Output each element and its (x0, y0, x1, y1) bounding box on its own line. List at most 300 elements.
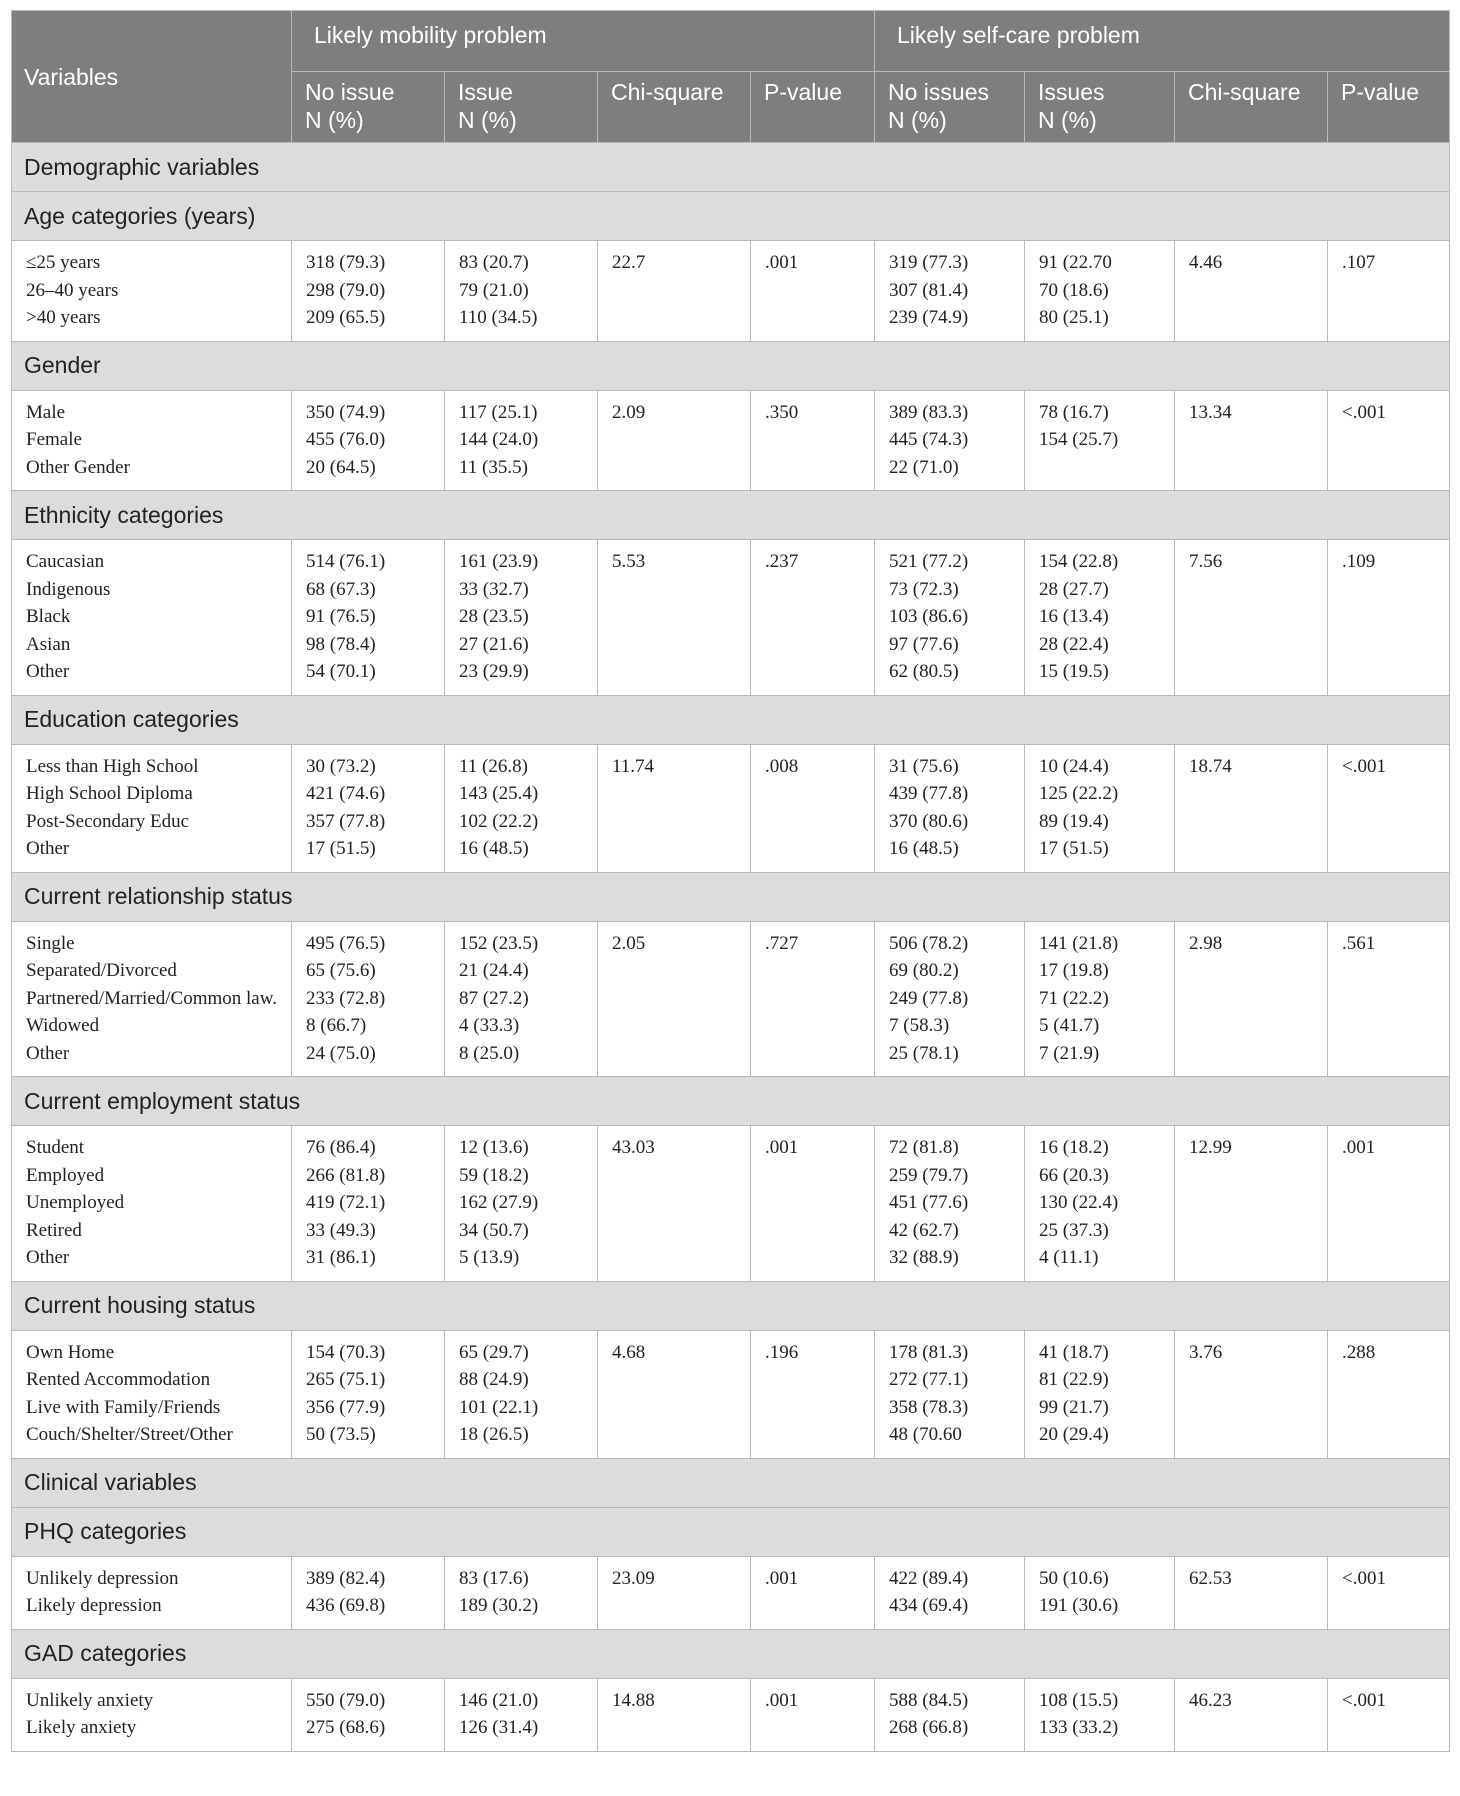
cell-line: Student (26, 1137, 85, 1158)
cell-line: 62 (80.5) (889, 661, 959, 682)
cell-line: Other (26, 838, 70, 859)
cell-line: 70 (18.6) (1039, 279, 1109, 301)
sc-no-issues-cell (875, 1678, 1025, 1751)
mob-p-value-cell: .196 (751, 1330, 875, 1458)
sc-p-value-cell: <.001 (1328, 744, 1450, 872)
cell-line: 318 (79.3) (306, 252, 386, 273)
cell-line: Single (26, 932, 75, 954)
cell-line: 91 (76.5) (306, 606, 376, 627)
cell-line: 80 (25.1) (1039, 307, 1109, 328)
sc-chi-square-cell: 18.74 (1175, 744, 1328, 872)
cell-line: Post-Secondary Educ (26, 810, 190, 832)
section-row (12, 695, 1450, 744)
sc-no-issues-header (875, 72, 1025, 143)
cell-line: ≤25 years (26, 252, 101, 273)
cell-line: 514 (76.1) (306, 551, 386, 572)
cell-line: 25 (78.1) (889, 1042, 959, 1064)
mob-p-value-header (751, 72, 875, 143)
header-line: Chi-square (1188, 79, 1301, 105)
header-line: No issues (888, 79, 989, 105)
mob-chi-square-cell: 43.03 (598, 1126, 751, 1282)
sc-p-value-cell: <.001 (1328, 1678, 1450, 1751)
section-label: Current relationship status (12, 872, 1450, 921)
cell-line: 81 (22.9) (1039, 1369, 1109, 1390)
cell-line: 83 (20.7) (459, 252, 529, 273)
sc-no-issues-cell (875, 241, 1025, 342)
mob-no-issue-cell (292, 1126, 445, 1282)
row-labels (12, 744, 292, 872)
header-line: N (%) (305, 107, 364, 133)
header-line: Issue (458, 79, 513, 105)
cell-line: 73 (72.3) (889, 578, 959, 600)
cell-line: 125 (22.2) (1039, 783, 1119, 804)
sc-issues-cell (1025, 921, 1175, 1077)
cell-line: 588 (84.5) (889, 1689, 969, 1711)
cell-line: 550 (79.0) (306, 1689, 386, 1711)
cell-line: 4 (11.1) (1039, 1247, 1099, 1268)
cell-line: High School Diploma (26, 783, 193, 804)
row-labels (12, 1556, 292, 1629)
sc-no-issues-cell (875, 744, 1025, 872)
sc-chi-square-cell: 4.46 (1175, 241, 1328, 342)
cell-line: 97 (77.6) (889, 633, 959, 655)
table-header (12, 11, 1450, 143)
section-row (12, 143, 1450, 192)
section-row (12, 1629, 1450, 1678)
cell-line: 419 (72.1) (306, 1192, 386, 1213)
sc-p-value-cell: .288 (1328, 1330, 1450, 1458)
table-row (12, 1330, 1450, 1458)
table-row (12, 241, 1450, 342)
cell-line: 26–40 years (26, 279, 119, 301)
sc-chi-square-cell: 46.23 (1175, 1678, 1328, 1751)
cell-line: Female (26, 429, 82, 450)
cell-line: Employed (26, 1164, 105, 1186)
mob-chi-square-cell: 4.68 (598, 1330, 751, 1458)
cell-line: 5 (41.7) (1039, 1015, 1100, 1036)
cell-line: 357 (77.8) (306, 810, 386, 832)
cell-line: 141 (21.8) (1039, 932, 1119, 954)
cell-line: 66 (20.3) (1039, 1164, 1109, 1186)
cell-line: 50 (10.6) (1039, 1567, 1109, 1589)
cell-line: 11 (26.8) (459, 755, 528, 777)
cell-line: Couch/Shelter/Street/Other (26, 1424, 233, 1445)
cell-line: 162 (27.9) (459, 1192, 539, 1213)
cell-line: Other (26, 1042, 70, 1064)
sc-chi-square-cell: 62.53 (1175, 1556, 1328, 1629)
cell-line: 152 (23.5) (459, 932, 539, 954)
section-label: GAD categories (12, 1629, 1450, 1678)
cell-line: 191 (30.6) (1039, 1595, 1119, 1616)
cell-line: 20 (64.5) (306, 456, 376, 478)
sc-p-value-cell: <.001 (1328, 390, 1450, 491)
sc-chi-square-cell: 12.99 (1175, 1126, 1328, 1282)
sc-issues-cell (1025, 1678, 1175, 1751)
cell-line: 356 (77.9) (306, 1396, 386, 1418)
cell-line: Other (26, 661, 70, 682)
cell-line: 91 (22.70 (1039, 252, 1112, 273)
mob-no-issue-cell (292, 744, 445, 872)
cell-line: 71 (22.2) (1039, 987, 1109, 1009)
section-label: Ethnicity categories (12, 491, 1450, 540)
sc-issues-cell (1025, 1556, 1175, 1629)
cell-line: Other (26, 1247, 70, 1268)
sc-no-issues-cell (875, 921, 1025, 1077)
sc-no-issues-cell (875, 1126, 1025, 1282)
cell-line: 389 (83.3) (889, 401, 969, 423)
mob-p-value-cell: .350 (751, 390, 875, 491)
sc-issues-cell (1025, 390, 1175, 491)
mob-no-issue-header (292, 72, 445, 143)
cell-line: 34 (50.7) (459, 1219, 529, 1241)
cell-line: 33 (49.3) (306, 1219, 376, 1241)
section-label: PHQ categories (12, 1507, 1450, 1556)
mob-issue-cell (445, 1556, 598, 1629)
cell-line: 154 (70.3) (306, 1341, 386, 1363)
cell-line: 68 (67.3) (306, 578, 376, 600)
cell-line: Likely depression (26, 1595, 162, 1616)
cell-line: 298 (79.0) (306, 279, 386, 301)
mob-chi-square-cell: 2.05 (598, 921, 751, 1077)
row-labels (12, 390, 292, 491)
cell-line: 99 (21.7) (1039, 1396, 1109, 1418)
mob-chi-square-cell: 5.53 (598, 540, 751, 696)
mob-chi-square-cell: 23.09 (598, 1556, 751, 1629)
cell-line: 27 (21.6) (459, 633, 529, 655)
cell-line: Rented Accommodation (26, 1369, 211, 1390)
cell-line: 65 (29.7) (459, 1341, 529, 1363)
mob-issue-header (445, 72, 598, 143)
cell-line: 154 (25.7) (1039, 429, 1119, 450)
cell-line: 307 (81.4) (889, 279, 969, 301)
cell-line: 126 (31.4) (459, 1717, 539, 1738)
mob-no-issue-cell (292, 1678, 445, 1751)
cell-line: 101 (22.1) (459, 1396, 539, 1418)
sc-issues-cell (1025, 540, 1175, 696)
cell-line: 69 (80.2) (889, 960, 959, 981)
cell-line: 154 (22.8) (1039, 551, 1119, 572)
header-line: N (%) (888, 107, 947, 133)
mob-no-issue-cell (292, 1556, 445, 1629)
cell-line: 10 (24.4) (1039, 755, 1109, 777)
section-label: Demographic variables (12, 143, 1450, 192)
table-row (12, 1556, 1450, 1629)
sc-chi-square-cell: 7.56 (1175, 540, 1328, 696)
header-line: Chi-square (611, 79, 724, 105)
cell-line: 436 (69.8) (306, 1595, 386, 1616)
cell-line: 25 (37.3) (1039, 1219, 1109, 1241)
cell-line: 521 (77.2) (889, 551, 969, 572)
mob-p-value-cell: .237 (751, 540, 875, 696)
cell-line: 48 (70.60 (889, 1424, 962, 1445)
mob-chi-square-cell: 2.09 (598, 390, 751, 491)
cell-line: Less than High School (26, 755, 199, 777)
header-line: P-value (1341, 79, 1419, 105)
cell-line: 350 (74.9) (306, 401, 386, 423)
sc-issues-cell (1025, 1126, 1175, 1282)
cell-line: 178 (81.3) (889, 1341, 969, 1363)
mob-p-value-cell: .001 (751, 1126, 875, 1282)
sc-no-issues-cell (875, 1330, 1025, 1458)
cell-line: 272 (77.1) (889, 1369, 969, 1390)
selfcare-group-header: Likely self-care problem (875, 11, 1450, 72)
cell-line: 102 (22.2) (459, 810, 539, 832)
cell-line: Likely anxiety (26, 1717, 137, 1738)
mob-no-issue-cell (292, 1330, 445, 1458)
sc-issues-cell (1025, 1330, 1175, 1458)
sc-chi-square-cell: 2.98 (1175, 921, 1328, 1077)
cell-line: 24 (75.0) (306, 1042, 376, 1064)
cell-line: 98 (78.4) (306, 633, 376, 655)
section-label: Current housing status (12, 1281, 1450, 1330)
cell-line: 11 (35.5) (459, 456, 528, 478)
section-row (12, 192, 1450, 241)
section-label: Current employment status (12, 1077, 1450, 1126)
cell-line: 79 (21.0) (459, 279, 529, 301)
cell-line: 89 (19.4) (1039, 810, 1109, 832)
mob-chi-square-header (598, 72, 751, 143)
results-table (11, 10, 1450, 1752)
cell-line: Widowed (26, 1015, 100, 1036)
cell-line: 65 (75.6) (306, 960, 376, 981)
cell-line: Indigenous (26, 578, 111, 600)
section-row (12, 1458, 1450, 1507)
cell-line: 28 (22.4) (1039, 633, 1109, 655)
section-label: Education categories (12, 695, 1450, 744)
cell-line: 189 (30.2) (459, 1595, 539, 1616)
table-row (12, 921, 1450, 1077)
cell-line: 8 (25.0) (459, 1042, 520, 1064)
cell-line: Black (26, 606, 71, 627)
cell-line: 434 (69.4) (889, 1595, 969, 1616)
mob-chi-square-cell: 14.88 (598, 1678, 751, 1751)
mob-issue-cell (445, 540, 598, 696)
cell-line: 83 (17.6) (459, 1567, 529, 1589)
cell-line: 17 (19.8) (1039, 960, 1109, 981)
mob-no-issue-cell (292, 540, 445, 696)
header-line: N (%) (458, 107, 517, 133)
header-line: P-value (764, 79, 842, 105)
cell-line: 20 (29.4) (1039, 1424, 1109, 1445)
cell-line: 16 (18.2) (1039, 1137, 1109, 1158)
cell-line: 389 (82.4) (306, 1567, 386, 1589)
section-row (12, 1507, 1450, 1556)
cell-line: 87 (27.2) (459, 987, 529, 1009)
cell-line: 33 (32.7) (459, 578, 529, 600)
cell-line: 17 (51.5) (1039, 838, 1109, 859)
cell-line: 265 (75.1) (306, 1369, 386, 1390)
mob-issue-cell (445, 1126, 598, 1282)
cell-line: 22 (71.0) (889, 456, 959, 478)
cell-line: 12 (13.6) (459, 1137, 529, 1158)
cell-line: 239 (74.9) (889, 307, 969, 328)
header-line: No issue (305, 79, 395, 105)
sc-issues-header (1025, 72, 1175, 143)
cell-line: 16 (48.5) (889, 838, 959, 859)
cell-line: 16 (48.5) (459, 838, 529, 859)
cell-line: 32 (88.9) (889, 1247, 959, 1268)
sc-issues-cell (1025, 241, 1175, 342)
sc-p-value-cell: .107 (1328, 241, 1450, 342)
cell-line: 4 (33.3) (459, 1015, 520, 1036)
table-row (12, 390, 1450, 491)
cell-line: 133 (33.2) (1039, 1717, 1119, 1738)
section-row (12, 341, 1450, 390)
cell-line: 103 (86.6) (889, 606, 969, 627)
cell-line: Asian (26, 633, 71, 655)
mob-p-value-cell: .727 (751, 921, 875, 1077)
sc-chi-square-header (1175, 72, 1328, 143)
row-labels (12, 1330, 292, 1458)
cell-line: 59 (18.2) (459, 1164, 529, 1186)
cell-line: 146 (21.0) (459, 1689, 539, 1711)
cell-line: 108 (15.5) (1039, 1689, 1119, 1711)
sc-p-value-cell: .561 (1328, 921, 1450, 1077)
cell-line: Separated/Divorced (26, 960, 177, 981)
variables-header: Variables (12, 11, 292, 143)
cell-line: 28 (27.7) (1039, 578, 1109, 600)
cell-line: 209 (65.5) (306, 307, 386, 328)
mob-issue-cell (445, 390, 598, 491)
cell-line: Retired (26, 1219, 82, 1241)
cell-line: 7 (21.9) (1039, 1042, 1100, 1064)
row-labels (12, 540, 292, 696)
mob-issue-cell (445, 241, 598, 342)
cell-line: 161 (23.9) (459, 551, 539, 572)
mob-p-value-cell: .001 (751, 1678, 875, 1751)
cell-line: Live with Family/Friends (26, 1396, 221, 1418)
mob-issue-cell (445, 921, 598, 1077)
cell-line: Unlikely anxiety (26, 1689, 154, 1711)
cell-line: 451 (77.6) (889, 1192, 969, 1213)
cell-line: 495 (76.5) (306, 932, 386, 954)
cell-line: 8 (66.7) (306, 1015, 367, 1036)
cell-line: 23 (29.9) (459, 661, 529, 682)
sc-p-value-header (1328, 72, 1450, 143)
cell-line: Partnered/Married/Common law. (26, 987, 277, 1009)
cell-line: 268 (66.8) (889, 1717, 969, 1738)
cell-line: 370 (80.6) (889, 810, 969, 832)
cell-line: 17 (51.5) (306, 838, 376, 859)
cell-line: 249 (77.8) (889, 987, 969, 1009)
cell-line: 72 (81.8) (889, 1137, 959, 1158)
mob-p-value-cell: .001 (751, 1556, 875, 1629)
section-row (12, 1077, 1450, 1126)
cell-line: 506 (78.2) (889, 932, 969, 954)
cell-line: 78 (16.7) (1039, 401, 1109, 423)
cell-line: Male (26, 401, 66, 423)
cell-line: 130 (22.4) (1039, 1192, 1119, 1213)
mob-issue-cell (445, 744, 598, 872)
mob-chi-square-cell: 11.74 (598, 744, 751, 872)
sc-p-value-cell: .001 (1328, 1126, 1450, 1282)
cell-line: Caucasian (26, 551, 105, 572)
mob-p-value-cell: .001 (751, 241, 875, 342)
cell-line: 110 (34.5) (459, 307, 538, 328)
cell-line: 266 (81.8) (306, 1164, 386, 1186)
sc-chi-square-cell: 3.76 (1175, 1330, 1328, 1458)
mob-issue-cell (445, 1330, 598, 1458)
table-row (12, 540, 1450, 696)
cell-line: 259 (79.7) (889, 1164, 969, 1186)
cell-line: 7 (58.3) (889, 1015, 950, 1036)
cell-line: 30 (73.2) (306, 755, 376, 777)
cell-line: 233 (72.8) (306, 987, 386, 1009)
table-row (12, 1678, 1450, 1751)
sc-issues-cell (1025, 744, 1175, 872)
cell-line: >40 years (26, 307, 101, 328)
sc-no-issues-cell (875, 540, 1025, 696)
cell-line: 18 (26.5) (459, 1424, 529, 1445)
cell-line: 54 (70.1) (306, 661, 376, 682)
cell-line: 439 (77.8) (889, 783, 969, 804)
cell-line: Unlikely depression (26, 1567, 179, 1589)
cell-line: 5 (13.9) (459, 1247, 520, 1268)
section-label: Gender (12, 341, 1450, 390)
table-row (12, 1126, 1450, 1282)
cell-line: 144 (24.0) (459, 429, 539, 450)
cell-line: 319 (77.3) (889, 252, 969, 273)
mob-no-issue-cell (292, 390, 445, 491)
cell-line: Own Home (26, 1341, 115, 1363)
cell-line: 50 (73.5) (306, 1424, 376, 1445)
cell-line: 76 (86.4) (306, 1137, 376, 1158)
row-labels (12, 241, 292, 342)
header-line: N (%) (1038, 107, 1097, 133)
cell-line: 31 (75.6) (889, 755, 959, 777)
table-row (12, 744, 1450, 872)
sc-no-issues-cell (875, 1556, 1025, 1629)
cell-line: 422 (89.4) (889, 1567, 969, 1589)
section-row (12, 491, 1450, 540)
sc-chi-square-cell: 13.34 (1175, 390, 1328, 491)
row-labels (12, 921, 292, 1077)
cell-line: 445 (74.3) (889, 429, 969, 450)
mobility-group-header: Likely mobility problem (292, 11, 875, 72)
cell-line: 455 (76.0) (306, 429, 386, 450)
mob-no-issue-cell (292, 921, 445, 1077)
cell-line: 117 (25.1) (459, 401, 538, 423)
cell-line: 16 (13.4) (1039, 606, 1109, 627)
row-labels (12, 1126, 292, 1282)
sc-p-value-cell: .109 (1328, 540, 1450, 696)
section-row (12, 1281, 1450, 1330)
cell-line: Other Gender (26, 456, 130, 478)
cell-line: 88 (24.9) (459, 1369, 529, 1390)
section-label: Clinical variables (12, 1458, 1450, 1507)
sc-p-value-cell: <.001 (1328, 1556, 1450, 1629)
header-line: Issues (1038, 79, 1105, 105)
cell-line: 358 (78.3) (889, 1396, 969, 1418)
sc-no-issues-cell (875, 390, 1025, 491)
cell-line: 421 (74.6) (306, 783, 386, 804)
cell-line: 41 (18.7) (1039, 1341, 1109, 1363)
mob-p-value-cell: .008 (751, 744, 875, 872)
section-label: Age categories (years) (12, 192, 1450, 241)
mob-chi-square-cell: 22.7 (598, 241, 751, 342)
cell-line: Unemployed (26, 1192, 125, 1213)
mob-issue-cell (445, 1678, 598, 1751)
row-labels (12, 1678, 292, 1751)
cell-line: 143 (25.4) (459, 783, 539, 804)
cell-line: 275 (68.6) (306, 1717, 386, 1738)
section-row (12, 872, 1450, 921)
mob-no-issue-cell (292, 241, 445, 342)
cell-line: 21 (24.4) (459, 960, 529, 981)
table-body (12, 143, 1450, 1752)
cell-line: 42 (62.7) (889, 1219, 959, 1241)
cell-line: 31 (86.1) (306, 1247, 376, 1268)
